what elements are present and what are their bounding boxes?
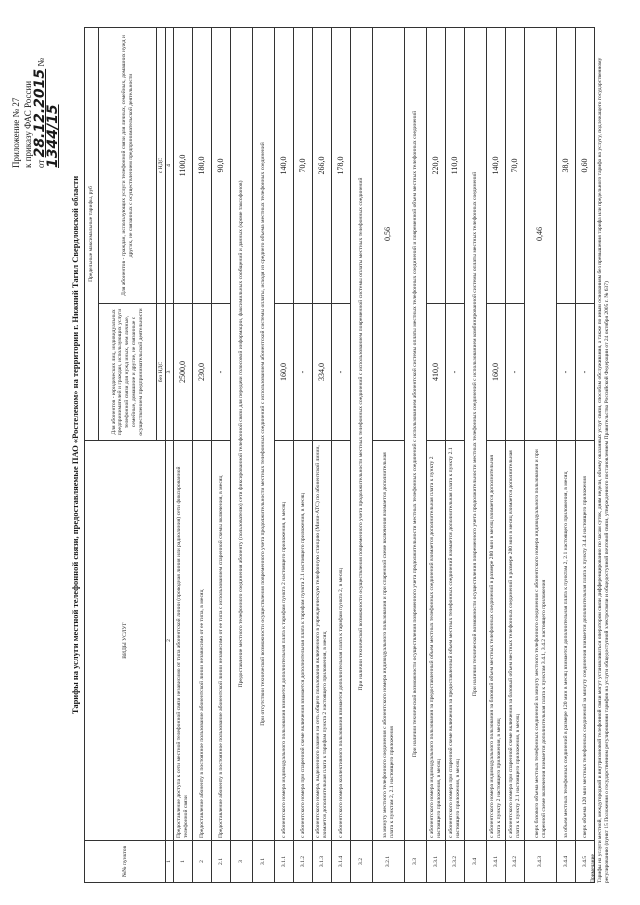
- tariff-legal-entities: 410,0: [427, 304, 446, 441]
- row-number: 2: [193, 841, 212, 883]
- service-name: сверх объема 120 мин местных телефонных соединений за минуту соединения взимается дополнительная плата к пункту 3.4.4 настоящего приложения: [576, 441, 595, 841]
- tariff-legal-entities: 160,0: [487, 304, 506, 441]
- tariff-legal-entities: -: [332, 304, 351, 441]
- tariff-citizens: 0,60: [576, 27, 595, 303]
- service-name: с абонентского номера индивидуального пользования взимается дополнительная плата к тарифам пункта 2 настоящего приложения, в месяц: [275, 441, 294, 841]
- row-number: 3.4.5: [576, 841, 595, 883]
- number-prefix: №: [36, 58, 46, 67]
- row-number: 3.2: [351, 841, 373, 883]
- tariff-citizens: 140,0: [275, 27, 294, 303]
- header-tariff-group: Предельные максимальные тарифы, руб: [85, 27, 99, 440]
- tariff-citizens: 266,0: [313, 27, 332, 303]
- header-index: 3: [166, 304, 174, 441]
- appendix-date-line: [34, 18, 60, 168]
- section-heading: Предоставление местного телефонного соединения абоненту (пользователю) сети фиксированной телефонной связи для передачи голосовой информации, факсимильных сообщений и данных (кроме таксофонов): [231, 27, 253, 840]
- footnote-title: Примечание: [590, 854, 596, 883]
- row-number: 3: [231, 841, 253, 883]
- table-row: [427, 27, 446, 882]
- row-number: 3.1: [253, 841, 275, 883]
- tariff-citizens: 1100,0: [174, 27, 193, 303]
- row-number: 3.3.1: [427, 841, 446, 883]
- row-number: 3.1.1: [275, 841, 294, 883]
- row-number: 3.2.1: [373, 841, 405, 883]
- tariff-legal-entities: -: [212, 304, 231, 441]
- service-name: за объем местных телефонных соединений в размере 120 мин в месяц взимается дополнительная плата к пунктам 2, 2.1 настоящего приложения, в месяц: [557, 441, 576, 841]
- row-number: 3.4.4: [557, 841, 576, 883]
- service-name: с абонентского номера при спаренной схеме включения взимается дополнительная плата к тарифам пункта 2.1 настоящего приложения, в месяц: [294, 441, 313, 841]
- date-prefix: от: [36, 159, 46, 168]
- header-with-vat: с НДС: [157, 27, 166, 303]
- footnote-text: Тарифы на услуги местной, междугородной и внутризоновой телефонной связи могут устанавливаться оператором связи дифференцированно по часам суток, дням недели, объему оказанных услуг связи, способам обслуживания, а также по иным основаниям без превышения тарифа или предельного тарифа на услугу, подлежащего государственному регулированию (пункт 15 Положения о государственном регулировании тарифов на услуги общедоступной электросвязи и общедоступной почтовой связи, утвержденного постановлением Правительства Российской Федерации от 24 октября 2005 г. № 637): [597, 57, 610, 883]
- tariff-legal-entities: 160,0: [275, 304, 294, 441]
- section-heading: При наличии технической возможности осуществления повременного учета продолжительности местных телефонных соединений с использованием абонентской системы оплаты местных телефонных соединений и повременной объем местных телефонных соединений: [405, 27, 427, 840]
- footnote: [590, 28, 611, 883]
- tariff-legal-entities: 2500,0: [174, 304, 193, 441]
- table-row: [446, 27, 465, 882]
- service-name: с абонентского номера, выделенного взамен на сеть общего пользования включенного в учрежденческую телефонную станцию (Мини-АТС) по абонентской линии, взимается дополнительная плата к тарифам пункта 2 настоящего приложения, в месяц: [313, 441, 332, 841]
- table-row: [557, 27, 576, 882]
- row-number: 3.4.3: [525, 841, 557, 883]
- section-row: [351, 27, 373, 882]
- header-index: 4: [166, 27, 174, 303]
- tariff-rows: [174, 27, 595, 882]
- section-heading: При наличии технической возможности осуществления повременного учета продолжительности местных телефонных соединений с использованием комбинированной системы оплаты местных телефонных соединений: [465, 27, 487, 840]
- tariff-citizens: 178,0: [332, 27, 351, 303]
- tariff-value-combined: 0,46: [525, 27, 557, 440]
- service-name: с абонентского номера при спаренной схеме включения за предоставленный объем местных телефонных соединений взимается дополнительная плата к пункту 2.1 настоящего приложения, в месяц: [446, 441, 465, 841]
- service-name: с абонентского номера индивидуального пользования за предоставленный объем местных телефонных соединений взимается дополнительная плата к пункту 2 настоящего приложения, в месяц: [427, 441, 446, 841]
- service-name: за минуту местного телефонного соединения с абонентского номера индивидуального пользования и при спаренной схеме включения взимается дополнительная плата к пунктам 2, 2.1 настоящего приложения: [373, 441, 405, 841]
- header-index: 1: [166, 841, 174, 883]
- service-name: с абонентского номера при спаренной схеме включения за базовый объем местных телефонных соединений в размере 280 мин в месяц взимается дополнительная плата к пункту 2.1 настоящего приложения, в месяц: [506, 441, 525, 841]
- row-number: 3.3.2: [446, 841, 465, 883]
- header-service-column: ВИДЫ УСЛУГ: [85, 441, 166, 841]
- table-row: [373, 27, 405, 882]
- appendix-title: Приложение № 27: [11, 97, 21, 168]
- table-row: [506, 27, 525, 882]
- tariff-value-combined: 0,56: [373, 27, 405, 440]
- tariff-table: [84, 27, 595, 883]
- tariff-citizens: 90,0: [212, 27, 231, 303]
- table-row: [525, 27, 557, 882]
- section-row: [231, 27, 253, 882]
- tariff-citizens: 110,0: [446, 27, 465, 303]
- row-number: 3.1.4: [332, 841, 351, 883]
- service-name: с абонентского номера индивидуального пользования за базовый объем местных телефонных соединений в размере 280 мин в месяц взимается дополнительная плата к пункту 2 настоящего приложения, в месяц: [487, 441, 506, 841]
- section-heading: При наличии технической возможности осуществления повременного учета продолжительности местных телефонных соединений с использованием повременной системы оплаты местных телефонных соединений: [351, 27, 373, 840]
- table-row: [487, 27, 506, 882]
- row-number: 3.1.2: [294, 841, 313, 883]
- tariff-citizens: 140,0: [487, 27, 506, 303]
- tariff-legal-entities: -: [446, 304, 465, 441]
- tariff-citizens: 70,0: [506, 27, 525, 303]
- tariff-legal-entities: 334,0: [313, 304, 332, 441]
- table-row: [193, 27, 212, 882]
- service-name: с абонентского номера коллективного пользования взимается дополнительная плата к тарифам пункта 2, в месяц: [332, 441, 351, 841]
- header-without-vat: без НДС: [157, 304, 166, 441]
- header-legal-entities: Для абонентов - юридических лиц, индивидуальных предпринимателей и граждан, использующих услуги телефонной связи для нужд иных, чем личные, семейные, домашние и другие, не связанные с осуществлением предпринимательской деятельности: [99, 304, 157, 441]
- service-name: Предоставление абоненту в постоянное пользование абонентской линии независимо от ее типа с использованием спаренной схемы включения, в месяц: [212, 441, 231, 841]
- handwritten-date: 28.12.2015: [32, 68, 48, 158]
- row-number: 1: [174, 841, 193, 883]
- header-number-column: №№ пунктов: [85, 841, 166, 883]
- tariff-legal-entities: 230,0: [193, 304, 212, 441]
- service-name: сверх базового объема местных телефонных соединений за минуту местного телефонного соединения с абонентского номера индивидуального пользования и при спаренной схеме включения взимается дополнительная плата к пунктам 3.4.1, 3.4.2 настоящего приложения: [525, 441, 557, 841]
- tariff-legal-entities: -: [294, 304, 313, 441]
- tariff-legal-entities: -: [506, 304, 525, 441]
- appendix-block: [10, 18, 60, 168]
- table-row: [313, 27, 332, 882]
- table-row: [294, 27, 313, 882]
- row-number: 3.1.3: [313, 841, 332, 883]
- service-name: Предоставление абоненту в постоянное пользование абонентской линии независимо от ее типа, в месяц: [193, 441, 212, 841]
- tariff-citizens: 70,0: [294, 27, 313, 303]
- row-number: 3.4.2: [506, 841, 525, 883]
- section-row: [405, 27, 427, 882]
- header-index: 2: [166, 441, 174, 841]
- service-name: Предоставление доступа к сети местной телефонной связи независимо от типа абонентской линии (проводная линия или радиолиния) сети фиксированной телефонной связи: [174, 441, 193, 841]
- header-citizens: Для абонентов - граждан, использующих услуги телефонной связи для личных, семейных, домашних нужд и других, не связанных с осуществлением предпринимательской деятельности: [99, 27, 157, 303]
- section-heading: При отсутствии технической возможности осуществления повременного учета продолжительности местных телефонных соединений с использованием абонентской системы оплаты, исходя из среднего объема местных телефонных соединений: [253, 27, 275, 840]
- row-number: 3.4.1: [487, 841, 506, 883]
- tariff-citizens: 180,0: [193, 27, 212, 303]
- table-row: [332, 27, 351, 882]
- appendix-order-line: к приказу ФАС России: [23, 80, 33, 168]
- tariff-citizens: 220,0: [427, 27, 446, 303]
- row-number: 3.4: [465, 841, 487, 883]
- document-title: Тарифы на услуги местной телефонной связи, предоставляемые ПАО «Ростелеком» на территории г. Нижний Тагил Свердловской области: [70, 175, 80, 715]
- table-row: [212, 27, 231, 882]
- section-row: [253, 27, 275, 882]
- tariff-legal-entities: -: [557, 304, 576, 441]
- tariff-citizens: 38,0: [557, 27, 576, 303]
- handwritten-number: 1344/15: [45, 104, 61, 168]
- section-row: [465, 27, 487, 882]
- table-row: [275, 27, 294, 882]
- table-row: [174, 27, 193, 882]
- row-number: 2.1: [212, 841, 231, 883]
- tariff-legal-entities: -: [576, 304, 595, 441]
- row-number: 3.3: [405, 841, 427, 883]
